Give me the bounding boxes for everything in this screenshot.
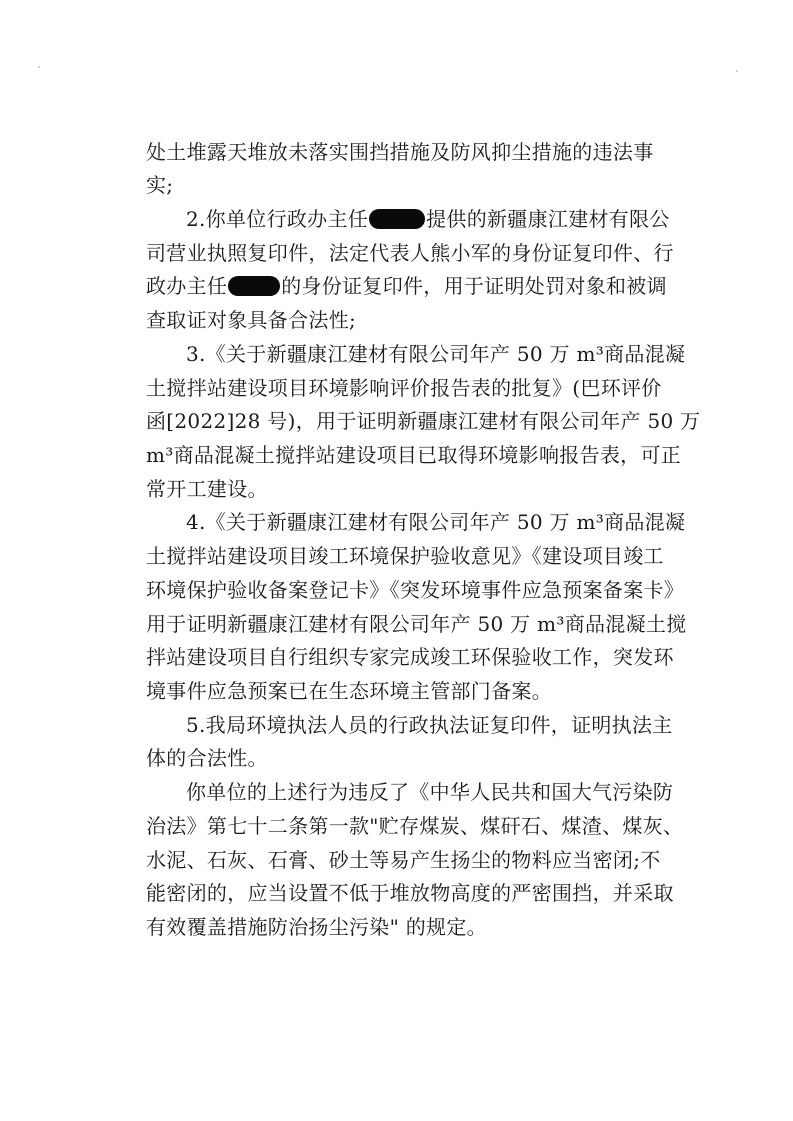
text-line: 体的合法性。 <box>146 746 268 770</box>
text-line: 4.《关于新疆康江建材有限公司年产 50 万 m³商品混凝 <box>186 510 686 534</box>
text-segment: 2.你单位行政办主任 <box>186 207 369 231</box>
scan-speck <box>38 66 40 68</box>
text-line <box>186 207 670 231</box>
text-line: 用于证明新疆康江建材有限公司年产 50 万 m³商品混凝土搅 <box>146 612 687 636</box>
text-line: 环境保护验收备案登记卡》《突发环境事件应急预案备案卡》 <box>146 578 685 602</box>
text-line: 能密闭的，应当设置不低于堆放物高度的严密围挡，并采取 <box>146 881 674 905</box>
text-line: 土搅拌站建设项目竣工环境保护验收意见》《建设项目竣工 <box>146 544 664 568</box>
text-line: 治法》第七十二条第一款"贮存煤炭、煤矸石、煤渣、煤灰、 <box>146 814 684 838</box>
text-line: 你单位的上述行为违反了《中华人民共和国大气污染防 <box>186 780 674 804</box>
text-line: m³商品混凝土搅拌站建设项目已取得环境影响报告表，可正 <box>146 443 682 467</box>
text-line: 土搅拌站建设项目环境影响评价报告表的批复》(巴环评价 <box>146 376 662 400</box>
text-line: 5.我局环境执法人员的行政执法证复印件，证明执法主 <box>186 713 673 737</box>
text-line: 境事件应急预案已在生态环境主管部门备案。 <box>146 679 552 703</box>
text-line <box>146 274 667 298</box>
text-segment: 政办主任 <box>146 274 228 298</box>
text-segment: 提供的新疆康江建材有限公 <box>426 207 670 231</box>
text-line: 常开工建设。 <box>146 477 268 501</box>
scan-speck <box>736 70 738 72</box>
text-line: 查取证对象具备合法性; <box>146 308 357 332</box>
text-line: 有效覆盖措施防治扬尘污染" 的规定。 <box>146 915 487 939</box>
redaction-mark <box>369 209 425 229</box>
text-line: 处土堆露天堆放未落实围挡措施及防风抑尘措施的违法事 <box>146 140 654 164</box>
text-line: 3.《关于新疆康江建材有限公司年产 50 万 m³商品混凝 <box>186 342 686 366</box>
text-line: 函[2022]28 号)，用于证明新疆康江建材有限公司年产 50 万 <box>146 409 701 433</box>
redaction-mark <box>228 276 280 296</box>
text-line: 司营业执照复印件，法定代表人熊小军的身份证复印件、行 <box>146 241 674 265</box>
text-line: 水泥、石灰、石膏、砂土等易产生扬尘的物料应当密闭;不 <box>146 848 661 872</box>
text-line: 拌站建设项目自行组织专家完成竣工环保验收工作，突发环 <box>146 645 674 669</box>
text-line: 实; <box>146 173 174 197</box>
text-segment: 的身份证复印件，用于证明处罚对象和被调 <box>281 274 667 298</box>
